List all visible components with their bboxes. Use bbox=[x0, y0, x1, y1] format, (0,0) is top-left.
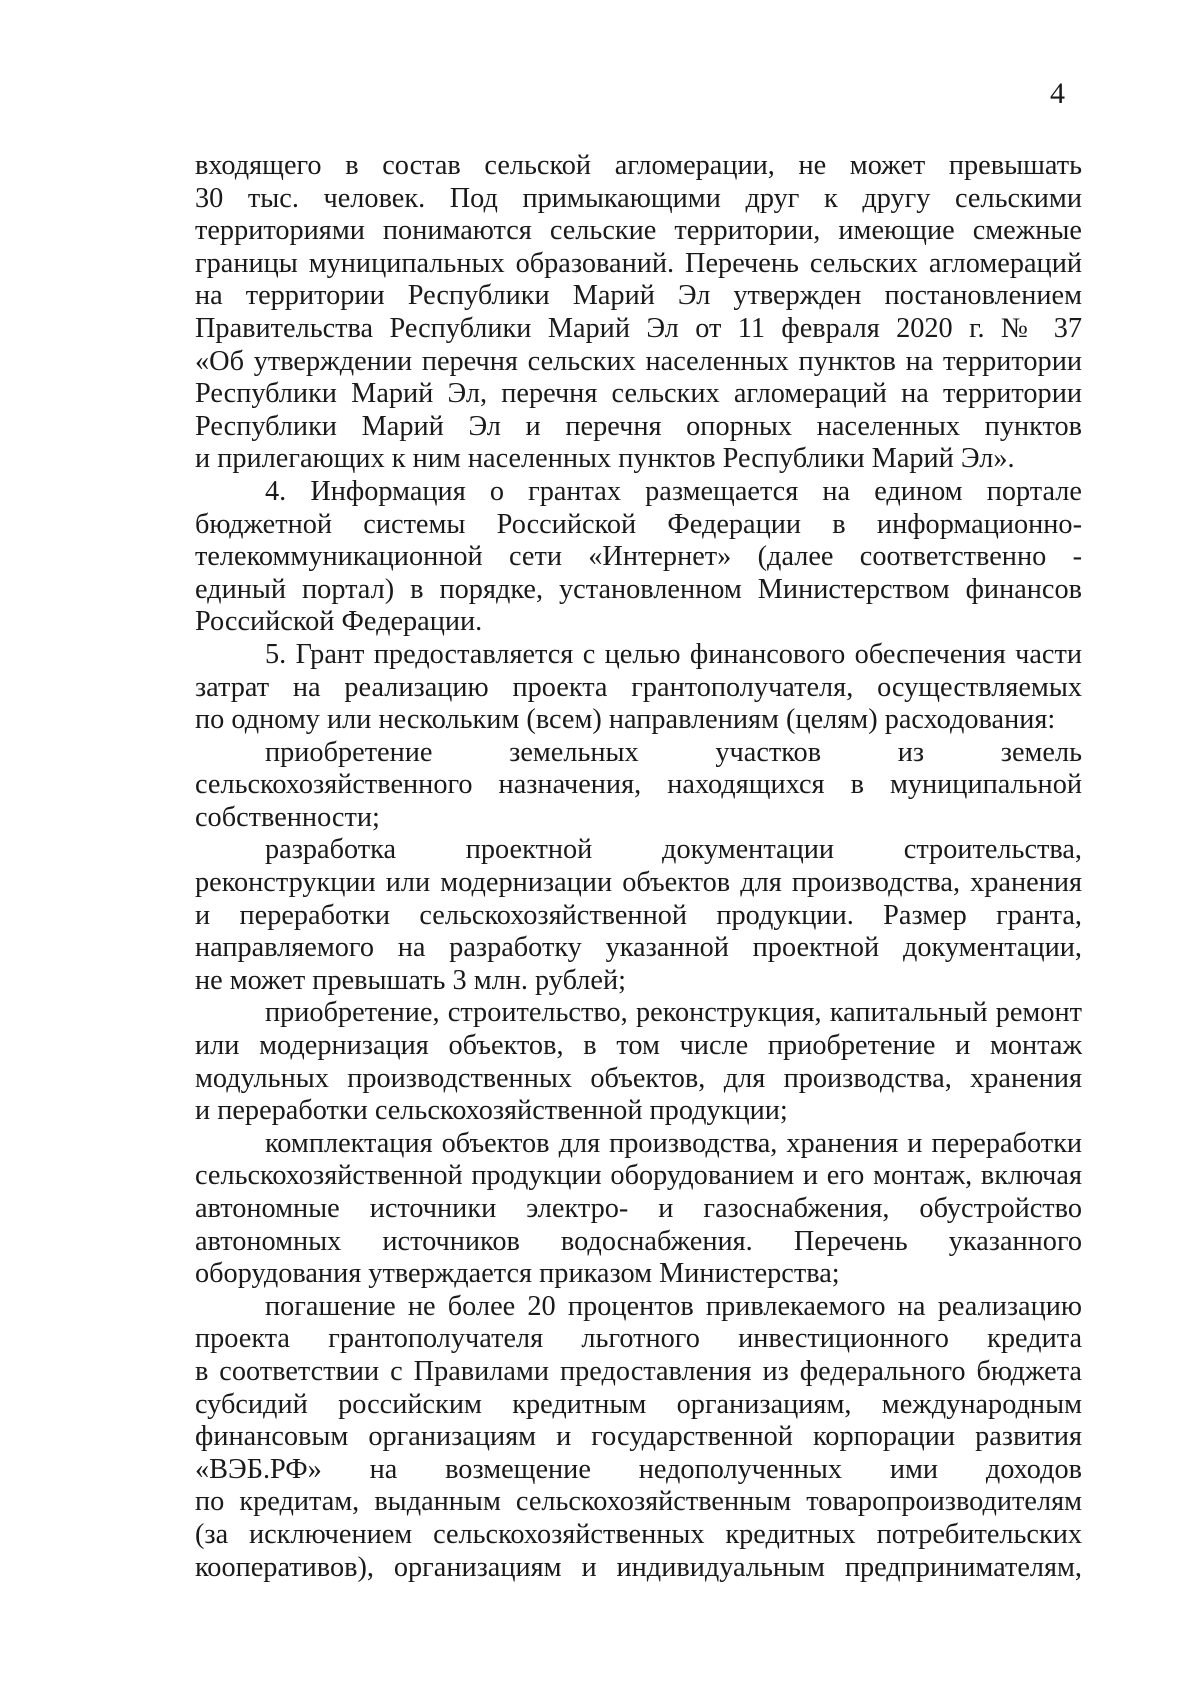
text-line: входящего в состав сельской агломерации, не может превышать bbox=[195, 150, 1082, 181]
text-line: направляемого на разработку указанной проектной документации, bbox=[195, 932, 1082, 964]
text-line: оборудования утверждается приказом Министерства; bbox=[195, 1258, 840, 1290]
text-line: и прилегающих к ним населенных пунктов Республики Марий Эл». bbox=[195, 443, 1015, 475]
text-line: собственности; bbox=[195, 801, 380, 833]
text-line: кооперативов), организациям и индивидуальным предпринимателям, bbox=[195, 1551, 1082, 1583]
text-line: Республики Марий Эл и перечня опорных населенных пунктов bbox=[195, 410, 1082, 442]
text-line: приобретение земельных участков из земель bbox=[265, 736, 1082, 768]
text-line: границы муниципальных образований. Перечень сельских агломераций bbox=[195, 247, 1082, 279]
text-line: и переработки сельскохозяйственной продукции; bbox=[195, 1095, 788, 1127]
text-line: субсидий российским кредитным организациям, международным bbox=[195, 1388, 1082, 1420]
text-line: в соответствии с Правилами предоставления из федерального бюджета bbox=[195, 1355, 1082, 1387]
text-line: погашение не более 20 процентов привлекаемого на реализацию bbox=[265, 1290, 1082, 1322]
text-line: сельскохозяйственной продукции оборудованием и его монтаж, включая bbox=[195, 1160, 1082, 1192]
text-line: единый портал) в порядке, установленном Министерством финансов bbox=[195, 573, 1082, 605]
text-line: и переработки сельскохозяйственной продукции. Размер гранта, bbox=[195, 899, 1082, 931]
text-line: разработка проектной документации строительства, bbox=[265, 834, 1082, 866]
page-number: 4 bbox=[1050, 77, 1065, 110]
text-line: 30 тыс. человек. Под примыкающими друг к другу сельскими bbox=[195, 182, 1082, 214]
text-line: Республики Марий Эл, перечня сельских агломераций на территории bbox=[195, 378, 1082, 410]
text-line: по одному или нескольким (всем) направлениям (целям) расходования: bbox=[195, 704, 1056, 736]
text-line: затрат на реализацию проекта грантополучателя, осуществляемых bbox=[195, 671, 1082, 703]
text-line: модульных производственных объектов, для производства, хранения bbox=[195, 1062, 1082, 1094]
text-line: по кредитам, выданным сельскохозяйственным товаропроизводителям bbox=[195, 1486, 1082, 1518]
text-line: автономные источники электро- и газоснабжения, обустройство bbox=[195, 1193, 1082, 1224]
text-line: комплектация объектов для производства, хранения и переработки bbox=[265, 1127, 1082, 1159]
text-line: (за исключением сельскохозяйственных кредитных потребительских bbox=[195, 1518, 1082, 1550]
text-line: автономных источников водоснабжения. Перечень указанного bbox=[195, 1225, 1082, 1257]
text-line: не может превышать 3 млн. рублей; bbox=[195, 964, 626, 996]
text-line: «ВЭБ.РФ» на возмещение недополученных ими доходов bbox=[195, 1453, 1082, 1485]
text-line: финансовым организациям и государственной корпорации развития bbox=[195, 1421, 1082, 1453]
text-line: Правительства Республики Марий Эл от 11 февраля 2020 г. № 37 bbox=[195, 312, 1082, 344]
text-line: 4. Информация о грантах размещается на едином портале bbox=[265, 475, 1082, 507]
text-line: Российской Федерации. bbox=[195, 606, 483, 638]
text-line: «Об утверждении перечня сельских населенных пунктов на территории bbox=[195, 345, 1082, 377]
text-line: бюджетной системы Российской Федерации в информационно- bbox=[195, 508, 1082, 540]
text-line: 5. Грант предоставляется с целью финансового обеспечения части bbox=[265, 638, 1082, 670]
text-line: телекоммуникационной сети «Интернет» (далее соответственно - bbox=[195, 541, 1082, 573]
text-line: на территории Республики Марий Эл утвержден постановлением bbox=[195, 280, 1082, 312]
text-line: приобретение, строительство, реконструкция, капитальный ремонт bbox=[265, 997, 1082, 1029]
text-line: реконструкции или модернизации объектов для производства, хранения bbox=[195, 867, 1082, 899]
text-line: или модернизация объектов, в том числе приобретение и монтаж bbox=[195, 1030, 1082, 1062]
text-line: сельскохозяйственного назначения, находящихся в муниципальной bbox=[195, 769, 1082, 801]
document-body bbox=[195, 150, 1082, 1584]
text-line: территориями понимаются сельские территории, имеющие смежные bbox=[195, 215, 1082, 247]
text-line: проекта грантополучателя льготного инвестиционного кредита bbox=[195, 1323, 1082, 1355]
